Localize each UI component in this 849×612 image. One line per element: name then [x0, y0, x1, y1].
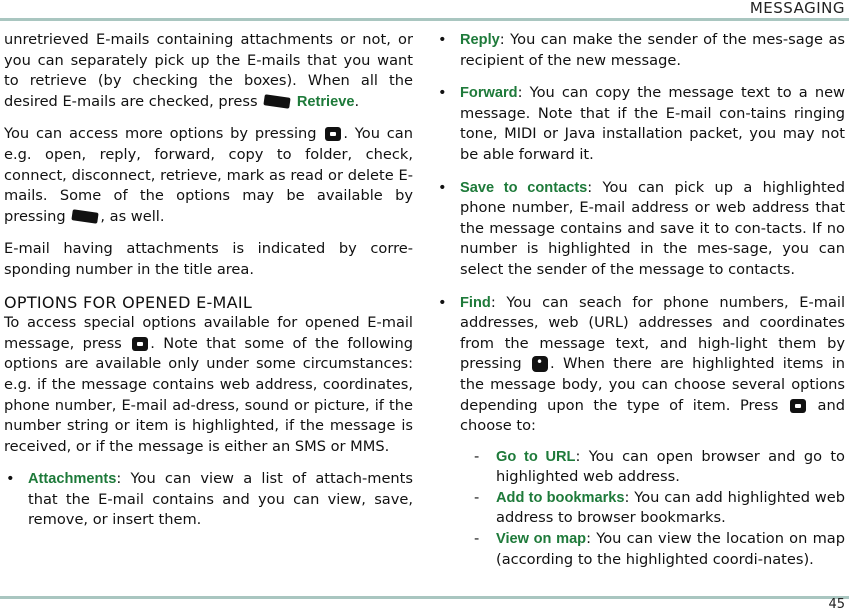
save-to-contacts-term: Save to contacts — [460, 179, 588, 196]
paragraph-special-options — [4, 313, 413, 457]
go-to-url-term: Go to URL — [496, 448, 576, 465]
list-item-text: and choose to: — [460, 396, 845, 435]
navigation-key-icon — [532, 356, 548, 372]
sub-item-add-to-bookmarks — [460, 488, 845, 529]
list-item-text: : You can copy the message text to a new message. Note that if the E-mail con-tains ringing tone, MIDI or Java installation packet, you may not be able forward it. — [460, 84, 845, 163]
sub-item-text: : You can add highlighted web address to browser bookmarks. — [496, 488, 845, 527]
list-item-text: : You can pick up a highlighted phone number, E-mail address or web address that the message contains and save it to con-tacts. If no number is highlighted in the mes-sage, you can select the sender of the message to contacts. — [460, 178, 845, 278]
paragraph-retrieve — [4, 30, 413, 112]
left-column — [4, 30, 413, 531]
reply-term: Reply — [460, 32, 500, 48]
retrieve-term: Retrieve — [296, 93, 355, 110]
sub-item-view-on-map — [460, 529, 845, 570]
sub-item-go-to-url — [460, 447, 845, 488]
list-item-save-to-contacts — [436, 178, 845, 281]
list-item-text: . When there are highlighted items in the message body, you can choose several options depending upon the type of item. Press — [460, 355, 845, 414]
paragraph-text: To access special options available for opened E-mail message, press — [4, 314, 413, 352]
find-suboptions-list — [460, 447, 845, 571]
sub-item-text: : You can open browser and go to highlighted web address. — [496, 447, 845, 486]
paragraph-text: , as well. — [100, 207, 165, 225]
paragraph-attachments-indicator: E-mail having attachments is indicated by corre-sponding number in the title area. — [4, 240, 413, 278]
find-term: Find — [460, 294, 491, 311]
options-key-icon — [790, 399, 806, 413]
footer-rule — [0, 596, 849, 599]
section-heading: OPTIONS FOR OPENED E-MAIL — [4, 292, 253, 312]
view-on-map-term: View on map — [496, 531, 587, 548]
list-item-text: : You can make the sender of the mes-sage as recipient of the new message. — [460, 31, 845, 69]
paragraph-text: unretrieved E-mails containing attachments or not, or you can separately pick up the E-mails that you want to retrieve (by checking the boxes). When all the desired E-mails are checked, press — [4, 31, 413, 110]
paragraph-text: . Note that some of the following options are available only under some circumstances: e.g. if the message contains web address, coordinates, phone number, E-mail ad-dress, sound or picture, if the number string or item is highlighted, if the message is received, or if the message is either an SMS or MMS. — [4, 334, 413, 455]
left-softkey-icon — [264, 95, 291, 110]
options-list — [4, 469, 413, 531]
list-item-forward — [436, 83, 845, 165]
paragraph-text: . You can e.g. open, reply, forward, copy to folder, check, connect, disconnect, retrieve, mark as read or delete E-mails. Some of the options may be available by pressing — [4, 125, 413, 225]
options-list — [436, 30, 845, 570]
list-item-text: : You can seach for phone numbers, E-mail addresses, web (URL) addresses and coordinates from the message text, and high-light them by pressing — [460, 293, 845, 373]
list-item-find — [436, 293, 845, 571]
left-softkey-icon — [72, 209, 99, 224]
add-to-bookmarks-term: Add to bookmarks — [496, 489, 625, 506]
sub-item-text: : You can view the location on map (according to the highlighted coordi-nates). — [496, 530, 845, 568]
header-rule — [0, 18, 849, 21]
paragraph-text: . — [354, 92, 360, 110]
paragraph-more-options — [4, 124, 413, 227]
page-header-title: MESSAGING — [749, 0, 845, 17]
list-item-attachments — [4, 469, 413, 531]
list-item-text: : You can view a list of attach-ments that the E-mail contains and you can view, save, remove, or insert them. — [28, 470, 413, 529]
right-column — [436, 30, 845, 570]
options-key-icon — [132, 337, 148, 351]
paragraph-text: You can access more options by pressing — [4, 125, 324, 143]
list-item-reply — [436, 30, 845, 71]
attachments-term: Attachments — [28, 471, 117, 488]
forward-term: Forward — [460, 85, 518, 102]
options-key-icon — [325, 127, 341, 141]
page-number: 45 — [828, 597, 845, 612]
